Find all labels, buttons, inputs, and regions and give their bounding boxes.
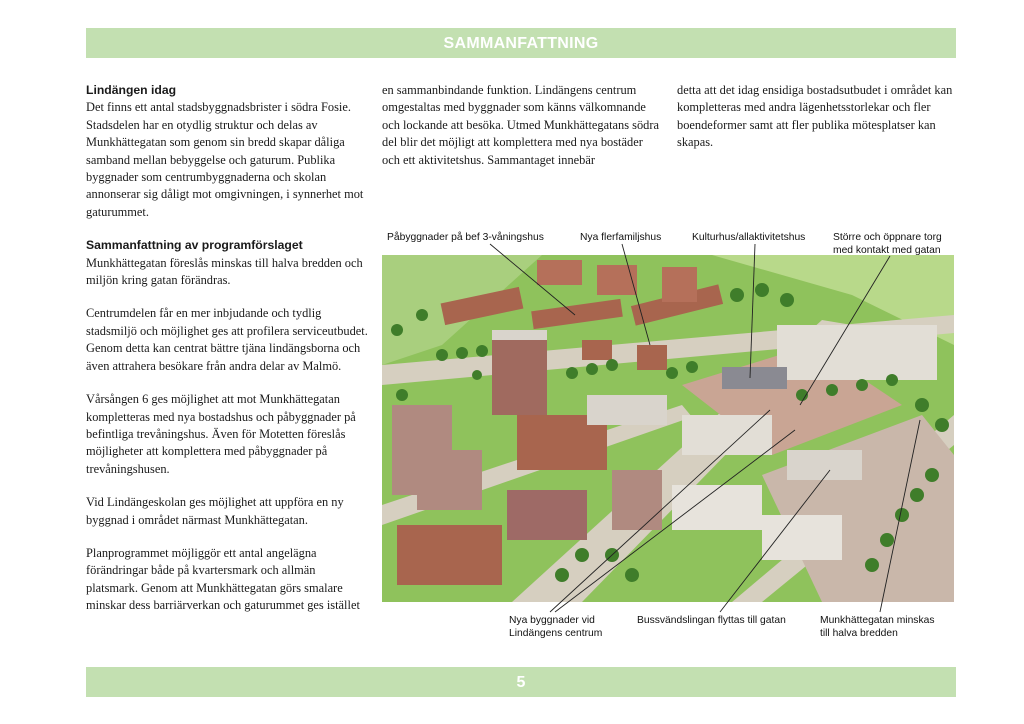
callout-torg: Större och öppnare torg med kontakt med gatan — [833, 232, 942, 256]
text-column-2 — [382, 82, 662, 185]
school-building — [762, 515, 842, 560]
callout-nya-byggnader: Nya byggnader vid Lindängens centrum — [509, 615, 603, 639]
building-new — [637, 345, 667, 370]
paragraph: detta att det idag ensidiga bostadsutbudet i området kan kompletteras med andra lägenhetsstorlekar och fler boendeformer samt att fler publika mötesplatser kan skapas. — [677, 83, 953, 150]
building-new — [582, 340, 612, 360]
paragraph: Planprogrammet möjliggör ett antal angelägna förändringar både på kvartersmark och allmän platsmark. Genom att Munkhättegatan görs smalare minskar dess barriärverkan och gaturummet ges istället — [86, 545, 360, 613]
aerial-illustration-drawing — [382, 255, 954, 602]
building — [587, 395, 667, 425]
building — [662, 267, 697, 302]
building — [537, 260, 582, 285]
school-building — [672, 485, 762, 530]
callout-kulturhus: Kulturhus/allaktivitetshus — [692, 232, 806, 243]
paragraph: Munkhättegatan föreslås minskas till halva bredden och miljön kring gatan förändras. — [86, 255, 363, 288]
callout-flerfamiljshus: Nya flerfamiljshus — [580, 232, 662, 243]
text-column-1 — [86, 82, 368, 631]
paragraph: Vårsången 6 ges möjlighet att mot Munkhättegatan kompletteras med nya bostadshus och påbyggnader på befintliga trevåningshus. Även för Motetten föreslås möjligheter att komplettera med påbyggnader på trevåningshusen. — [86, 392, 356, 476]
footer-band — [86, 667, 956, 697]
aerial-illustration — [382, 255, 954, 602]
centre-building — [682, 415, 772, 455]
centre-building — [777, 325, 937, 380]
building — [397, 525, 502, 585]
text-column-3 — [677, 82, 957, 168]
callout-munkhattegatan: Munkhättegatan minskas till halva bredden — [820, 615, 935, 639]
page-number: 5 — [516, 674, 526, 691]
building-highrise — [492, 330, 547, 415]
building — [597, 265, 637, 295]
page-title: SAMMANFATTNING — [443, 35, 599, 52]
paragraph: Vid Lindängeskolan ges möjlighet att uppföra en ny byggnad i området närmast Munkhättegatan. — [86, 495, 344, 527]
roof — [492, 330, 547, 340]
paragraph: Det finns ett antal stadsbyggnadsbrister i södra Fosie. Stadsdelen har en otydlig struktur och delas av Munkhättegatan som genom sin bredd skapar dåliga samband mellan bebyggelse och gaturum. Publika byggnader som centrumbyggnaderna och skolan annonserar sig dåligt mot omgivningen, i synnerhet mot gaturummet. — [86, 100, 364, 219]
callout-bussvandslingan: Bussvändslingan flyttas till gatan — [637, 615, 786, 626]
building — [507, 490, 587, 540]
paragraph: Centrumdelen får en mer inbjudande och tydlig stadsmiljö och möjlighet ges att profilera serviceutbudet. Genom detta kan centrat bättre tjäna lindängsborna och även attrahera besökare från andra delar av Malmö. — [86, 306, 368, 373]
heading-lindangen-idag: Lindängen idag — [86, 83, 177, 97]
heading-sammanfattning: Sammanfattning av programförslaget — [86, 238, 303, 253]
kulturhus — [722, 367, 787, 389]
callout-pabyggnader: Påbyggnader på bef 3-våningshus — [387, 232, 544, 243]
paragraph: en sammanbindande funktion. Lindängens centrum omgestaltas med byggnader som känns välkomnande och lockande att besöka. Utmed Munkhättegatans södra del blir det möjligt att komplettera med nya bostäder och ett aktivitetshus. Sammantaget innebär — [382, 83, 659, 167]
centre-building — [787, 450, 862, 480]
building — [417, 450, 482, 510]
header-band — [86, 28, 956, 58]
building — [612, 470, 662, 530]
